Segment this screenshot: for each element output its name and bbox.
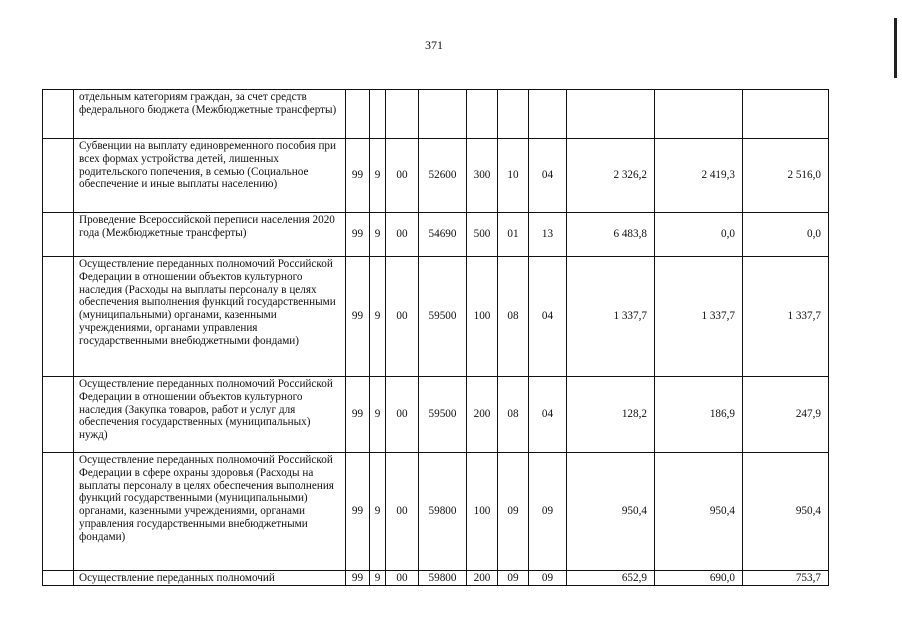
budget-table	[42, 89, 829, 586]
value-year-3	[743, 90, 829, 139]
value-year-1	[567, 90, 655, 139]
table-cell-index	[43, 139, 74, 213]
value-year-2: 2 419,3	[655, 139, 743, 213]
row-name: Субвенции на выплату единовременного пособия при всех формах устройства детей, лишенных родительского попечения, в семью (Социальное обеспечение и иные выплаты населению)	[74, 139, 346, 213]
table-row	[43, 139, 829, 213]
code-section	[498, 90, 529, 139]
value-year-3: 753,7	[743, 571, 829, 586]
code-direction	[419, 90, 467, 139]
value-year-2	[655, 90, 743, 139]
row-name: Осуществление переданных полномочий Российской Федерации в отношении объектов культурного наследия (Закупка товаров, работ и услуг для обеспечения государственных (муниципальных) нужд)	[74, 377, 346, 453]
code-section: 01	[498, 213, 529, 257]
value-year-3: 2 516,0	[743, 139, 829, 213]
code-subprogram	[370, 90, 386, 139]
table-row	[43, 453, 829, 571]
code-section: 10	[498, 139, 529, 213]
code-main-event: 00	[386, 571, 419, 586]
value-year-3: 1 337,7	[743, 257, 829, 377]
code-subprogram: 9	[370, 139, 386, 213]
code-subprogram: 9	[370, 571, 386, 586]
code-section: 09	[498, 571, 529, 586]
code-expense-type: 100	[467, 257, 498, 377]
value-year-3: 247,9	[743, 377, 829, 453]
code-expense-type: 300	[467, 139, 498, 213]
code-subprogram: 9	[370, 453, 386, 571]
code-expense-type: 200	[467, 571, 498, 586]
code-main-event: 00	[386, 213, 419, 257]
table-row	[43, 571, 829, 586]
scan-edge-mark	[894, 18, 897, 78]
value-year-2: 950,4	[655, 453, 743, 571]
value-year-1: 652,9	[567, 571, 655, 586]
value-year-1: 6 483,8	[567, 213, 655, 257]
code-subsection: 04	[529, 257, 567, 377]
code-direction: 59800	[419, 453, 467, 571]
code-program: 99	[346, 213, 370, 257]
code-subprogram: 9	[370, 377, 386, 453]
code-program: 99	[346, 257, 370, 377]
code-program: 99	[346, 453, 370, 571]
value-year-3: 0,0	[743, 213, 829, 257]
code-direction: 52600	[419, 139, 467, 213]
code-main-event: 00	[386, 453, 419, 571]
code-direction: 59500	[419, 377, 467, 453]
value-year-1: 1 337,7	[567, 257, 655, 377]
code-subprogram: 9	[370, 213, 386, 257]
table-row	[43, 90, 829, 139]
table-cell-index	[43, 571, 74, 586]
table-cell-index	[43, 377, 74, 453]
table-row	[43, 377, 829, 453]
row-name: Осуществление переданных полномочий	[74, 571, 346, 586]
value-year-2: 690,0	[655, 571, 743, 586]
value-year-1: 2 326,2	[567, 139, 655, 213]
page-number: 371	[425, 38, 443, 52]
table-cell-index	[43, 453, 74, 571]
code-section: 08	[498, 257, 529, 377]
table-body	[43, 90, 829, 586]
code-section: 08	[498, 377, 529, 453]
code-subprogram: 9	[370, 257, 386, 377]
code-main-event	[386, 90, 419, 139]
code-expense-type: 500	[467, 213, 498, 257]
code-expense-type	[467, 90, 498, 139]
value-year-1: 128,2	[567, 377, 655, 453]
code-program	[346, 90, 370, 139]
code-direction: 59500	[419, 257, 467, 377]
code-direction: 59800	[419, 571, 467, 586]
code-section: 09	[498, 453, 529, 571]
code-direction: 54690	[419, 213, 467, 257]
code-program: 99	[346, 139, 370, 213]
code-program: 99	[346, 377, 370, 453]
row-name: Проведение Всероссийской переписи населения 2020 года (Межбюджетные трансферты)	[74, 213, 346, 257]
code-subsection: 04	[529, 377, 567, 453]
code-program: 99	[346, 571, 370, 586]
code-subsection: 04	[529, 139, 567, 213]
code-main-event: 00	[386, 377, 419, 453]
row-name: отдельным категориям граждан, за счет средств федерального бюджета (Межбюджетные трансферты)	[74, 90, 346, 139]
code-subsection: 09	[529, 453, 567, 571]
table-row	[43, 257, 829, 377]
row-name: Осуществление переданных полномочий Российской Федерации в сфере охраны здоровья (Расходы на выплаты персоналу в целях обеспечения выполнения функций государственными (муниципальными) органами, казенными учреждениями, органами управления государственными внебюджетными фондами)	[74, 453, 346, 571]
table-cell-index	[43, 213, 74, 257]
code-subsection	[529, 90, 567, 139]
code-main-event: 00	[386, 257, 419, 377]
value-year-2: 186,9	[655, 377, 743, 453]
value-year-2: 1 337,7	[655, 257, 743, 377]
table-row	[43, 213, 829, 257]
table-cell-index	[43, 90, 74, 139]
code-expense-type: 100	[467, 453, 498, 571]
code-main-event: 00	[386, 139, 419, 213]
value-year-3: 950,4	[743, 453, 829, 571]
code-subsection: 13	[529, 213, 567, 257]
code-subsection: 09	[529, 571, 567, 586]
row-name: Осуществление переданных полномочий Российской Федерации в отношении объектов культурного наследия (Расходы на выплаты персоналу в целях обеспечения выполнения функций государственными (муниципальными) органами, казенными учреждениями, органами управления государственными внебюджетными фондами)	[74, 257, 346, 377]
table-cell-index	[43, 257, 74, 377]
value-year-1: 950,4	[567, 453, 655, 571]
value-year-2: 0,0	[655, 213, 743, 257]
code-expense-type: 200	[467, 377, 498, 453]
